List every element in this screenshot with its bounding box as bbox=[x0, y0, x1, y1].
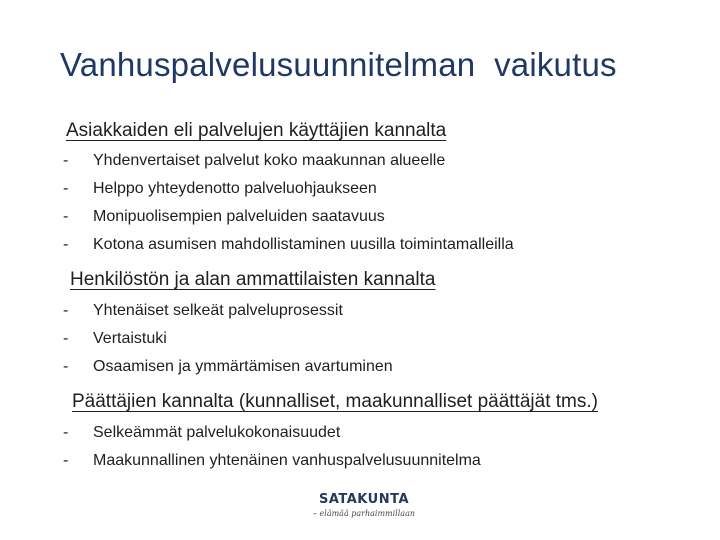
bullet-marker: - bbox=[63, 330, 69, 347]
bullet-marker: - bbox=[63, 452, 69, 469]
bullet-list-decision-makers bbox=[63, 419, 481, 475]
list-item-text: Yhdenvertaiset palvelut koko maakunnan alueelle bbox=[93, 152, 446, 169]
list-item bbox=[63, 203, 514, 231]
list-item-text: Monipuolisempien palveluiden saatavuus bbox=[93, 208, 385, 225]
bullet-marker: - bbox=[63, 180, 69, 197]
slide-title: Vanhuspalvelusuunnitelman vaikutus bbox=[60, 46, 617, 83]
bullet-marker: - bbox=[63, 424, 69, 441]
logo-tagline: – elämää parhaimmillaan bbox=[312, 509, 415, 518]
list-item-text: Vertaistuki bbox=[93, 330, 167, 347]
list-item bbox=[63, 297, 393, 325]
list-item-text: Osaamisen ja ymmärtämisen avartuminen bbox=[93, 358, 393, 375]
list-item-text: Helppo yhteydenotto palveluohjaukseen bbox=[93, 180, 377, 197]
bullet-marker: - bbox=[63, 152, 69, 169]
list-item bbox=[63, 231, 514, 259]
list-item-text: Maakunnallinen yhtenäinen vanhuspalvelusuunnitelma bbox=[93, 452, 481, 469]
section-heading-staff: Henkilöstön ja alan ammattilaisten kannalta bbox=[70, 269, 436, 290]
list-item bbox=[63, 353, 393, 381]
section-heading-decision-makers: Päättäjien kannalta (kunnalliset, maakunnalliset päättäjät tms.) bbox=[72, 391, 598, 412]
bullet-list-customers bbox=[63, 147, 514, 259]
bullet-marker: - bbox=[63, 358, 69, 375]
section-heading-customers: Asiakkaiden eli palvelujen käyttäjien kannalta bbox=[66, 120, 447, 141]
bullet-marker: - bbox=[63, 208, 69, 225]
list-item-text: Yhtenäiset selkeät palveluprosessit bbox=[93, 302, 343, 319]
list-item bbox=[63, 147, 514, 175]
list-item bbox=[63, 419, 481, 447]
list-item-text: Selkeämmät palvelukokonaisuudet bbox=[93, 424, 341, 441]
bullet-marker: - bbox=[63, 302, 69, 319]
bullet-list-staff bbox=[63, 297, 393, 381]
satakunta-logo bbox=[312, 492, 416, 518]
list-item-text: Kotona asumisen mahdollistaminen uusilla toimintamalleilla bbox=[93, 236, 514, 253]
logo-name: SATAKUNTA bbox=[318, 492, 410, 507]
bullet-marker: - bbox=[63, 236, 69, 253]
list-item bbox=[63, 325, 393, 353]
list-item bbox=[63, 447, 481, 475]
list-item bbox=[63, 175, 514, 203]
